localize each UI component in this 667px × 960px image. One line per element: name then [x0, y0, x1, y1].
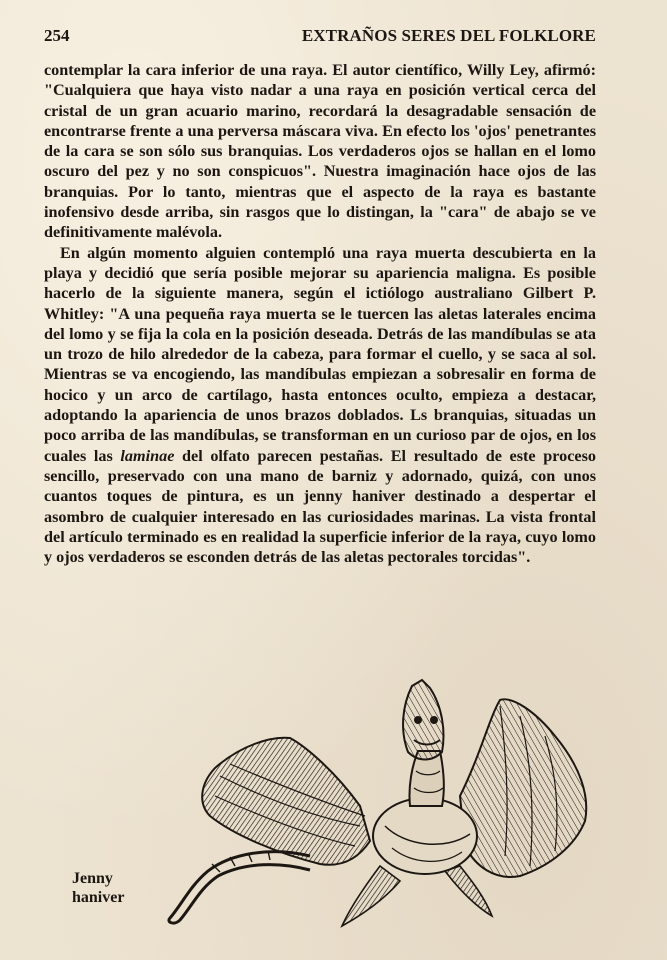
tail — [169, 852, 310, 923]
paragraph-1: contemplar la cara inferior de una raya. El autor científico, Willy Ley, afirmó: "Cualquiera que haya visto nadar a una raya en posición vertical cerca del cristal de un gran acuario marino, recordará la desagradable sensación de encontrarse frente a una perversa máscara viva. En efecto los 'ojos' penetrantes de la cara se son sólo sus branquias. Los verdaderos ojos se hallan en el lomo oscuro del pez y no son conspicuos". Nuestra imaginación hace ojos de las branquias. Por lo tanto, mientras que el aspecto de la raya es bastante inofensivo desde arriba, sin rasgos que lo distingan, la "cara" de abajo se ve definitivamente malévola. — [44, 61, 596, 242]
body-text — [44, 60, 596, 567]
caption-line-2: haniver — [72, 889, 125, 906]
eye-left — [414, 716, 422, 724]
page-header — [44, 26, 596, 48]
paragraph-2-part-1: En algún momento alguien contempló una raya muerta descubierta en la playa y decidió que sería posible mejorar su apariencia maligna. Es posible hacerlo de la siguiente manera, según el ictiólogo australiano Gilbert P. Whitley: "A una pequeña raya muerta se le tuercen las aletas laterales encima del lomo y se fija la cola en la posición deseada. Detrás de las mandíbulas se ata un trozo de hilo alrededor de la cabeza, para formar el cuello, y se saca al sol. Mientras se va encogiendo, las mandíbulas empiezan a sobresalir en forma de hocico y un arco de cartílago, hasta entonces oculto, empieza a destacar, adoptando la apariencia de unos brazos doblados. Ls branquias, situadas un poco arriba de las mandíbulas, se transforman en un curioso par de ojos, en los cuales las — [44, 243, 596, 465]
paragraph-2-part-2: del olfato parecen pestañas. El resultado de este proceso sencillo, preservado con una mano de barniz y adornado, quizá, con unos cuantos toques de pintura, es un jenny haniver destinado a despertar el asombro de cualquier interesado en las curiosidades marinas. La vista frontal del artículo terminado es en realidad la superficie inferior de la raya, cuyo lomo y ojos verdaderos se esconden detrás de las aletas pectorales torcidas". — [44, 446, 596, 567]
italic-term-laminae: laminae — [120, 446, 175, 465]
page-number: 254 — [44, 26, 70, 45]
body — [373, 798, 477, 874]
illustration-caption — [72, 869, 124, 907]
eye-right — [430, 716, 438, 724]
running-title: EXTRAÑOS SERES DEL FOLKLORE — [301, 26, 596, 45]
caption-line-1: Jenny — [72, 870, 113, 887]
jenny-haniver-illustration — [160, 676, 600, 936]
right-wing — [460, 699, 586, 877]
paragraph-2 — [44, 243, 596, 568]
